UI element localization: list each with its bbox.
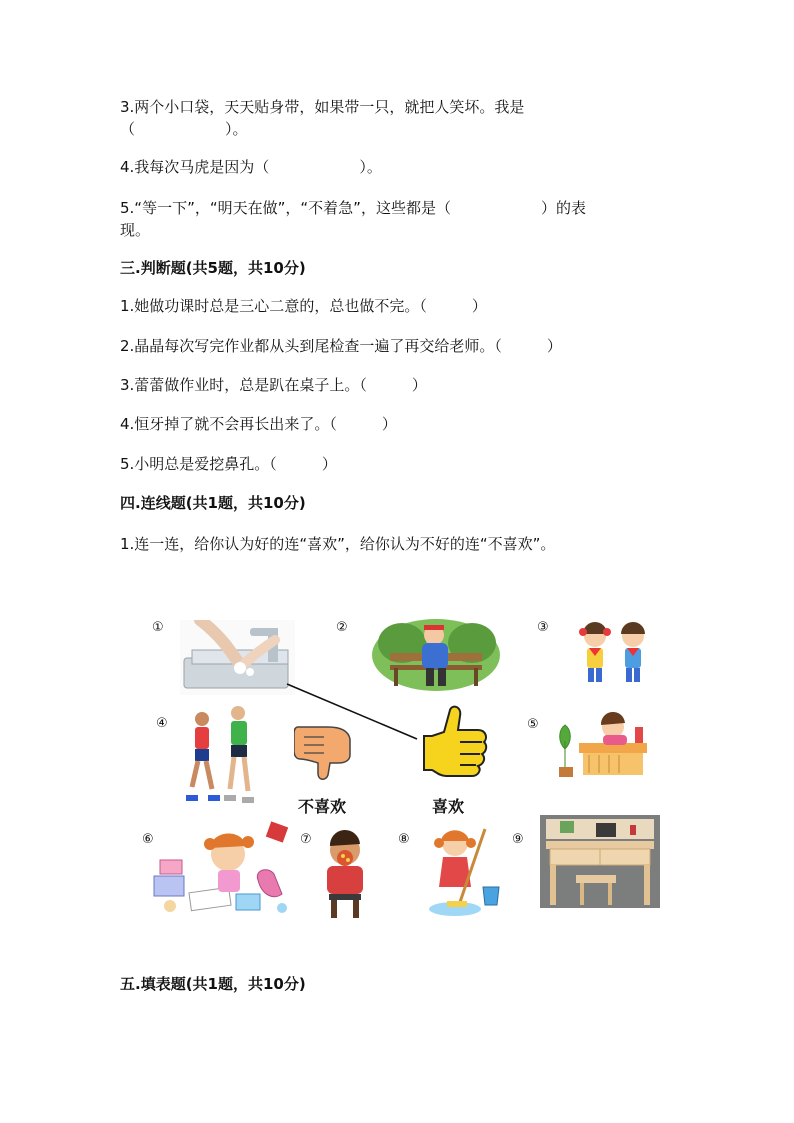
picture-number-7: ⑦ [300, 832, 312, 847]
bench-man-picture [372, 613, 500, 691]
handwashing-picture [180, 620, 295, 695]
judge-item-2: 2.晶晶每次写完作业都从头到尾检查一遍了再交给老师。（ ） [120, 337, 562, 355]
messy-room-picture [150, 820, 300, 918]
section-3-heading: 三.判断题(共5题，共10分) [120, 259, 306, 277]
question-5-line-1: 5.“等一下”，“明天在做”，“不着急”，这些都是（ ）的表 [120, 199, 586, 217]
picture-number-5: ⑤ [527, 717, 539, 732]
dislike-label: 不喜欢 [298, 797, 347, 816]
picture-number-4: ④ [156, 716, 168, 731]
matching-question: 1.连一连，给你认为好的连“喜欢”，给你认为不好的连“不喜欢”。 [120, 535, 556, 553]
judge-item-3: 3.蕾蕾做作业时，总是趴在桌子上。（ ） [120, 376, 427, 394]
judge-item-5: 5.小明总是爱挖鼻孔。（ ） [120, 455, 337, 473]
connection-line [285, 682, 420, 742]
child-at-desk-picture [555, 705, 650, 785]
judge-item-1: 1.她做功课时总是三心二意的，总也做不完。（ ） [120, 297, 487, 315]
picture-number-9: ⑨ [512, 832, 524, 847]
picture-number-1: ① [152, 620, 164, 635]
judge-item-4: 4.恒牙掉了就不会再长出来了。（ ） [120, 415, 397, 433]
runners-picture [182, 703, 260, 808]
question-5-line-2: 现。 [120, 221, 151, 239]
picture-number-2: ② [336, 620, 348, 635]
question-3-line-1: 3.两个小口袋，天天贴身带，如果带一只，就把人笑坏。我是 [120, 98, 525, 116]
section-4-heading: 四.连线题(共1题，共10分) [120, 494, 306, 512]
question-3-line-2: （ ）。 [120, 120, 248, 138]
wooden-desk-picture [540, 815, 660, 908]
question-4: 4.我每次马虎是因为（ ）。 [120, 158, 382, 176]
boy-eating-picture [317, 828, 373, 920]
girl-mopping-picture [425, 825, 503, 920]
children-saluting-picture [575, 620, 657, 684]
picture-number-8: ⑧ [398, 832, 410, 847]
picture-number-6: ⑥ [142, 832, 154, 847]
picture-number-3: ③ [537, 620, 549, 635]
like-label: 喜欢 [432, 797, 465, 816]
section-5-heading: 五.填表题(共1题，共10分) [120, 975, 306, 993]
thumbs-up-icon [420, 702, 490, 780]
